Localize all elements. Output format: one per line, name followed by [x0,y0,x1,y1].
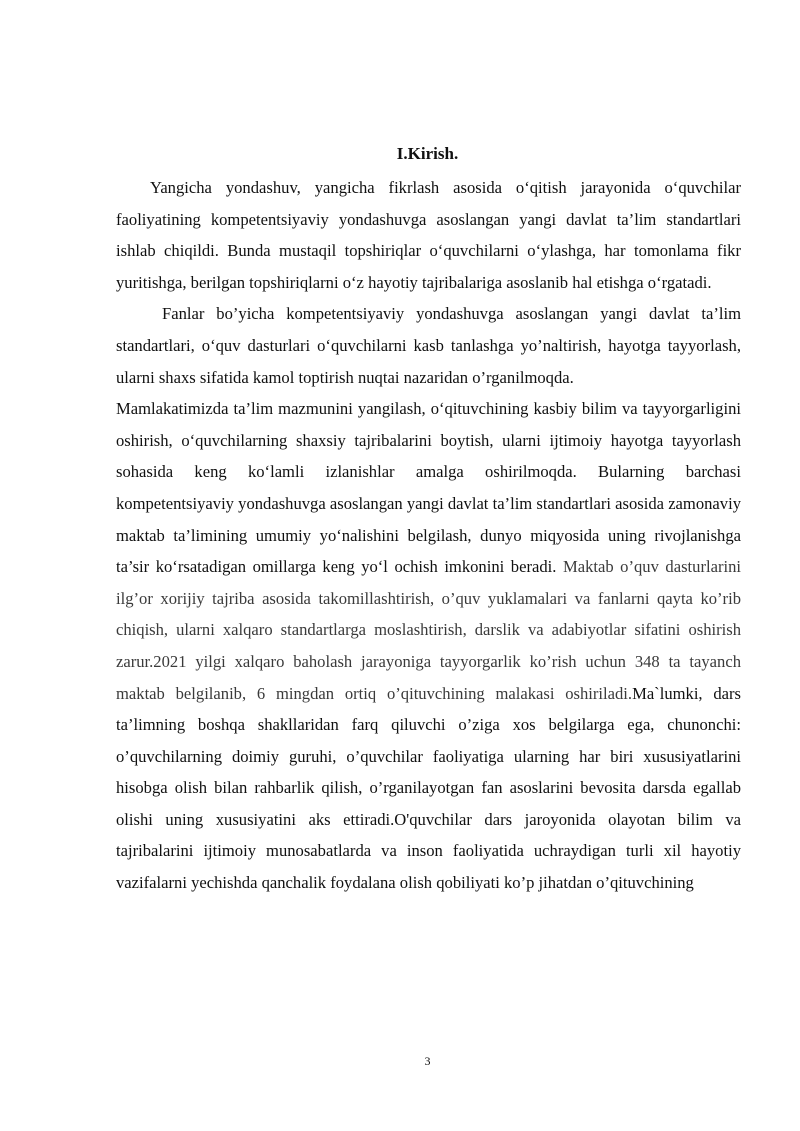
paragraph-3-part-1: Mamlakatimizda ta’lim mazmunini yangilash, o‘qituvchining kasbiy bilim va tayyorgarligini oshirish, o‘quvchilarning shaxsiy tajribalarini boytish, ularni ijtimoiy hayotga tayyorlash sohasida keng ko‘lamli izlanishlar amalga oshirilmoqda. Bularning barchasi kompetentsiyaviy yondashuvga asoslangan yangi davlat ta’lim standartlari asosida zamonaviy maktab ta’limining umumiy yo‘nalishini belgilash, dunyo miqyosida uning rivojlanishga ta’sir ko‘rsatadigan omillarga keng yo‘l ochish imkonini beradi. [116,399,741,577]
page-number: 3 [424,1054,431,1068]
paragraph-2: Fanlar bo’yicha kompetentsiyaviy yondashuvga asoslangan yangi davlat ta’lim standartlari, o‘quv dasturlari o‘quvchilarni kasb tanlashga yo’naltirish, hayotga tayyorlash, ularni shaxs sifatida kamol toptirish nuqtai nazaridan o’rganilmoqda. [116,304,741,387]
paragraph-1: Yangicha yondashuv, yangicha fikrlash asosida o‘qitish jarayonida o‘quvchilar faoliyatining kompetentsiyaviy yondashuvga asoslangan yangi davlat ta’lim standartlari ishlab chiqildi. Bunda mustaqil topshiriqlar o‘quvchilarni o‘ylashga, har tomonlama fikr yuritishga, berilgan topshiriqlarni o‘z hayotiy tajribalariga asoslanib hal etishga o‘rgatadi. [116,178,741,292]
paragraph-3 [116,393,741,899]
paragraph-3-part-3: Ma`lumki, dars ta’limning boshqa shakllaridan farq qiluvchi o’ziga xos belgilarga ega, chunonchi: o’quvchilarning doimiy guruhi, o’quvchilar faoliyatiga ularning har biri xususiyatlarini hisobga olish bilan rahbarlik qilish, o’rganilayotgan fan asoslarini bevosita darsda egallab olishi uning xususiyatini aks ettiradi.O'quvchilar dars jaroyonida olayotan bilim va tajribalarini ijtimoiy munosabatlarda va inson faoliyatida uchraydigan turli xil hayotiy vazifalarni yechishda qanchalik foydalana olish qobiliyati ko’p jihatdan o’qituvchining [116,683,742,893]
section-title: I.Kirish. [396,144,459,163]
body-text [116,172,741,899]
paragraph-3-part-2: Maktab o’quv dasturlarini ilg’or xorijiy tajriba asosida takomillashtirish, o’quv yuklamalari va fanlarni qayta ko’rib chiqish, ularni xalqaro standartlarga moslashtirish, darslik va adabiyotlar sifatini oshirish zarur.2021 yilgi xalqaro baholash jarayoniga tayyorgarlik ko’rish uchun 348 ta tayanch maktab belgilanib, 6 mingdan ortiq o’qituvchining malakasi oshiriladi. [116,557,741,703]
